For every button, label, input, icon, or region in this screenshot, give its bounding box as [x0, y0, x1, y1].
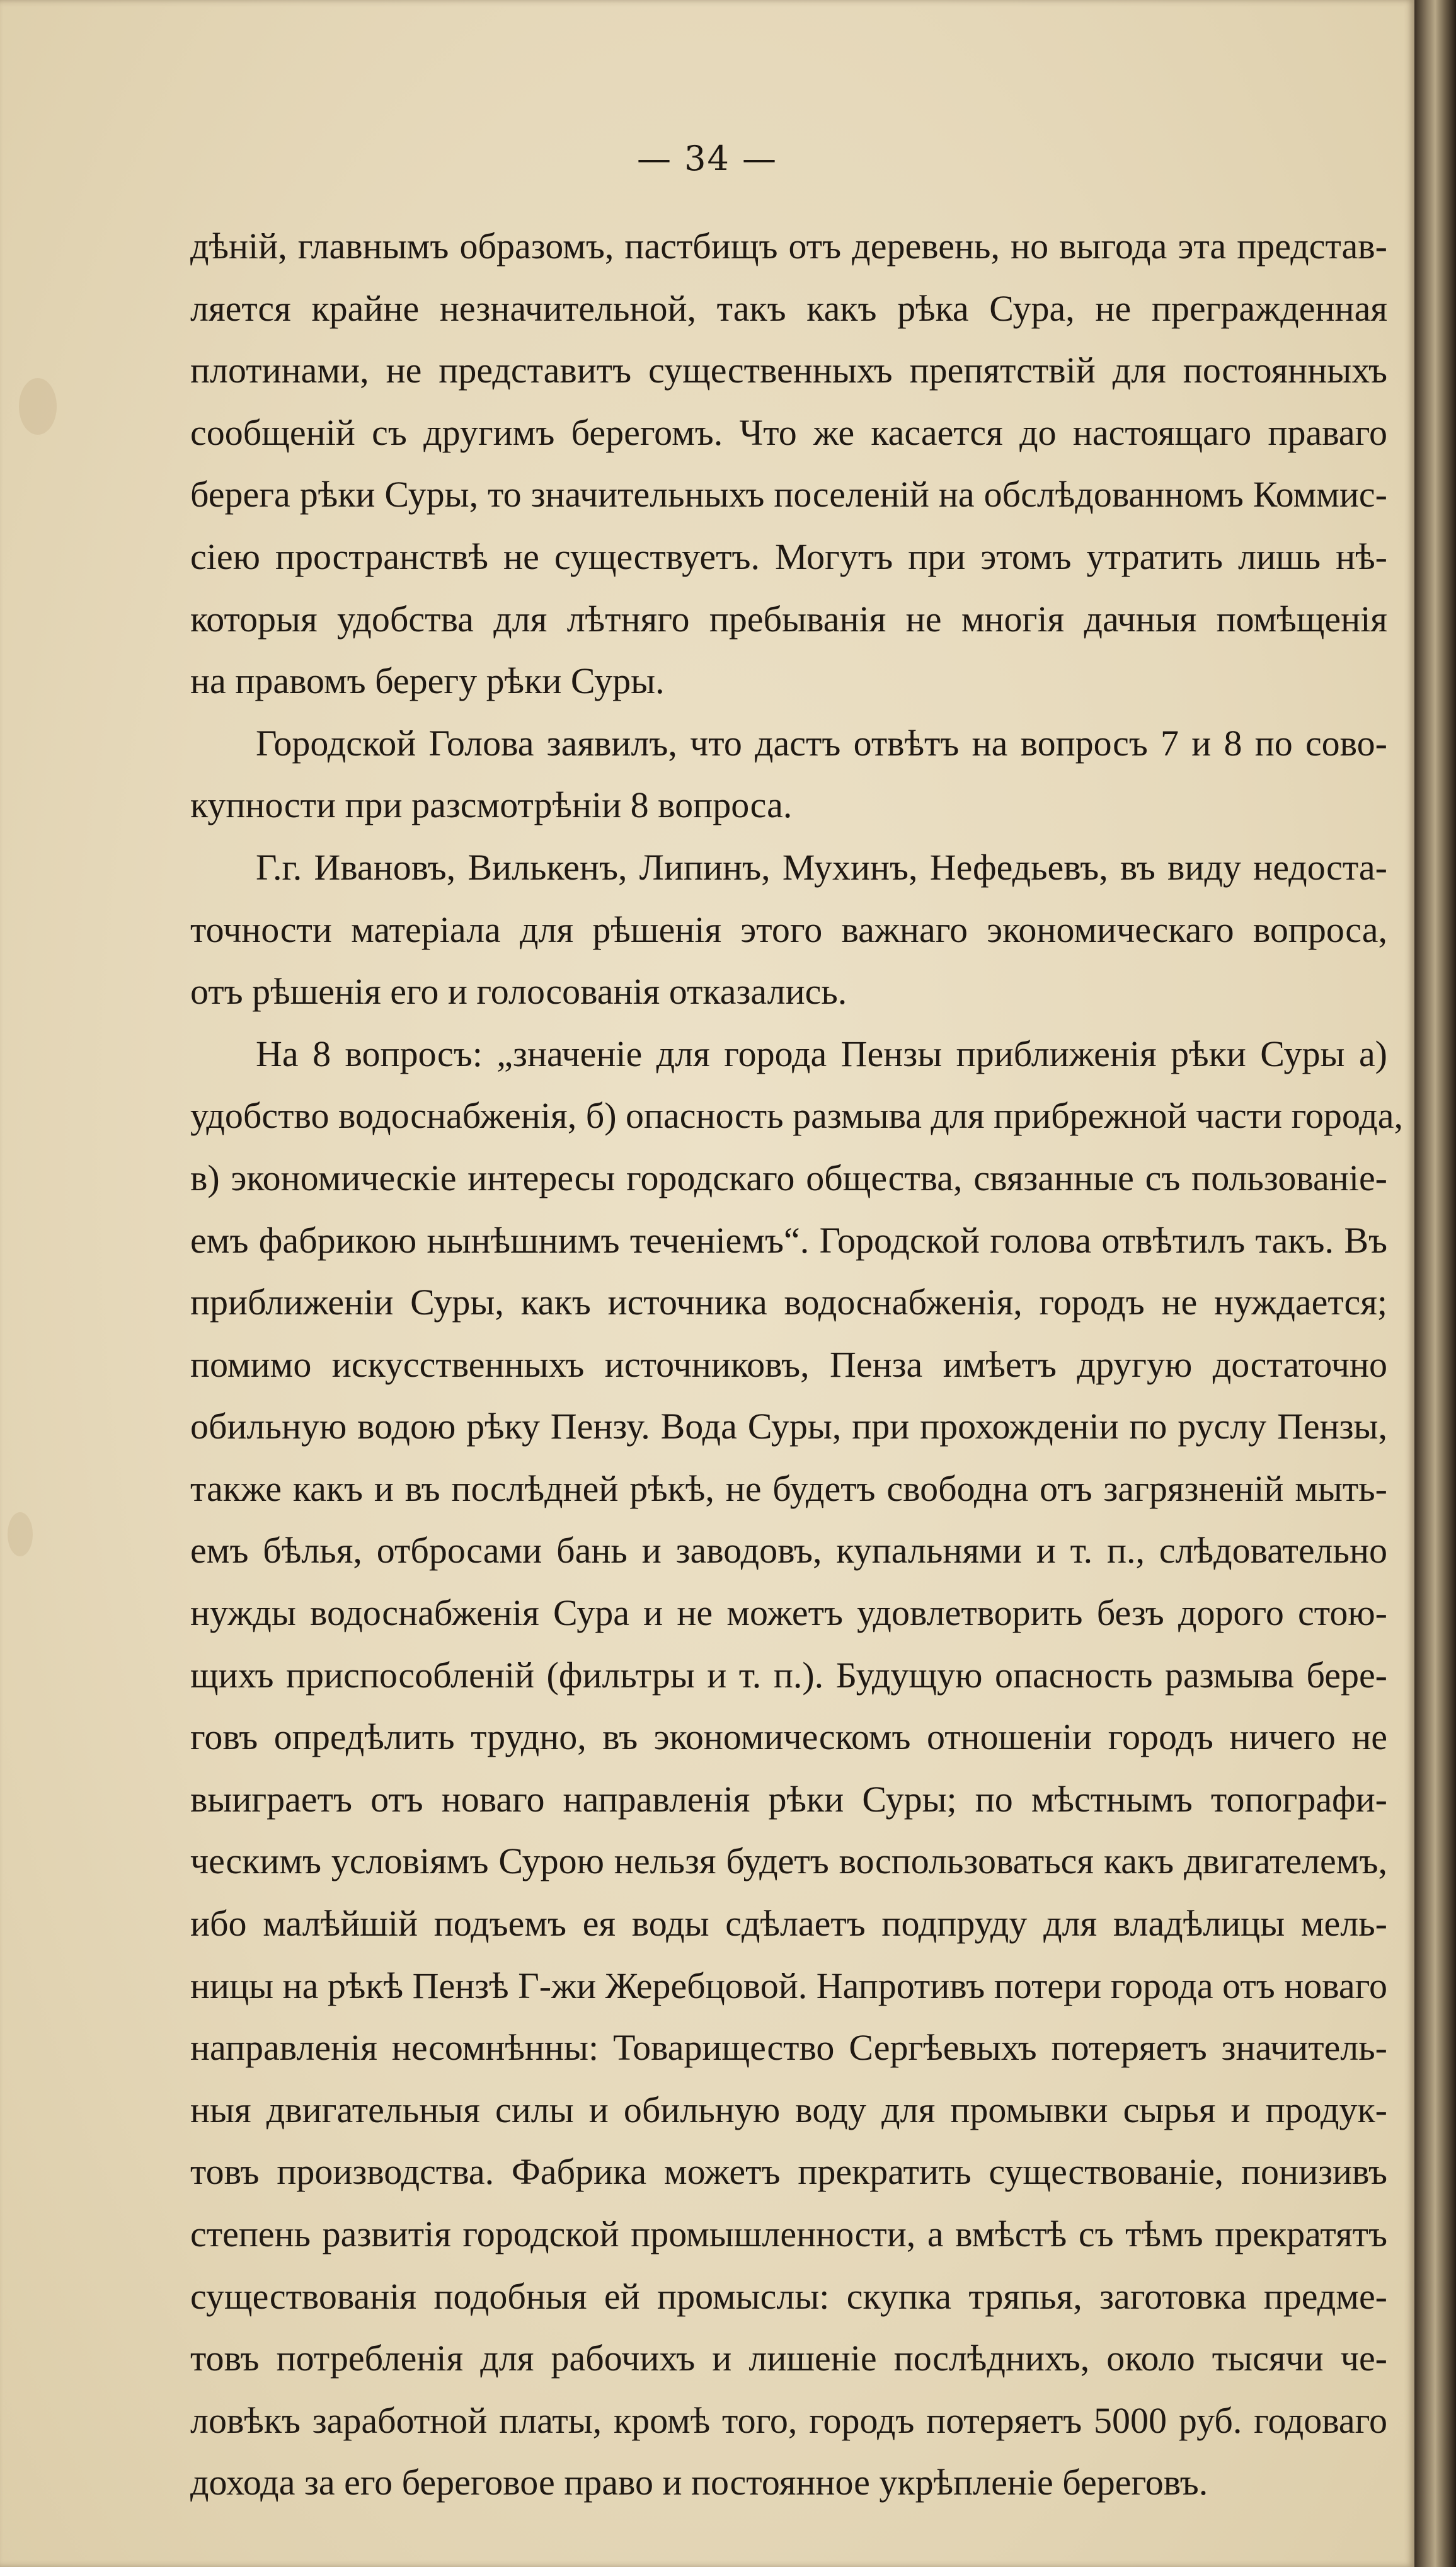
text-line: плотинами, не представитъ существенныхъ препятствій для постоянныхъ — [190, 350, 1387, 391]
text-line: ловѣкъ заработной платы, кромѣ того, городъ потеряетъ 5000 руб. годоваго — [190, 2399, 1387, 2441]
book-spine — [1414, 0, 1456, 2567]
text-line: степень развитія городской промышленности, а вмѣстѣ съ тѣмъ прекратятъ — [190, 2214, 1387, 2254]
text-line: емъ фабрикою нынѣшнимъ теченіемъ“. Городской голова отвѣтилъ такъ. Въ — [190, 1219, 1387, 1261]
text-line: щихъ приспособленій (фильтры и т. п.). Будущую опасность размыва бере- — [190, 1654, 1387, 1696]
paragraph — [190, 1023, 1404, 2514]
text-line: удобство водоснабженія, б) опасность размыва для прибрежной части города, — [190, 1095, 1404, 1137]
body-text — [190, 215, 1404, 2514]
text-line: сообщеній съ другимъ берегомъ. Что же касается до настоящаго праваго — [190, 411, 1387, 453]
text-line: сіею пространствѣ не существуетъ. Могутъ при этомъ утратить лишь нѣ- — [190, 536, 1387, 577]
text-line: ныя двигательныя силы и обильную воду для промывки сырья и продук- — [190, 2089, 1387, 2130]
text-line: точности матеріала для рѣшенія этого важнаго экономическаго вопроса, — [190, 909, 1387, 950]
text-line: Городской Голова заявилъ, что дастъ отвѣтъ на вопросъ 7 и 8 по сово- — [256, 722, 1387, 764]
text-line: товъ потребленія для рабочихъ и лишеніе послѣднихъ, около тысячи че- — [190, 2338, 1387, 2379]
page-number: — 34 — — [636, 139, 778, 178]
text-line: дохода за его береговое право и постоянное укрѣпленіе береговъ. — [190, 2462, 1208, 2503]
paragraph — [190, 713, 1387, 837]
text-line: ческимъ условіямъ Сурою нельзя будетъ воспользоваться какъ двигателемъ, — [190, 1841, 1387, 1882]
text-line: помимо искусственныхъ источниковъ, Пенза имѣетъ другую достаточно — [190, 1343, 1387, 1385]
text-line: ибо малѣйшій подъемъ ея воды сдѣлаетъ подпруду для владѣлицы мель- — [190, 1903, 1387, 1944]
text-line: также какъ и въ послѣдней рѣкѣ, не будетъ свободна отъ загрязненій мыть- — [190, 1467, 1387, 1509]
text-line: говъ опредѣлить трудно, въ экономическомъ отношеніи городъ ничего не — [190, 1716, 1387, 1758]
text-line: емъ бѣлья, отбросами бань и заводовъ, купальнями и т. п., слѣдовательно — [190, 1530, 1387, 1571]
text-line: ницы на рѣкѣ Пензѣ Г-жи Жеребцовой. Напротивъ потери города отъ новаго — [190, 1965, 1387, 2006]
text-line: выиграетъ отъ новаго направленія рѣки Суры; по мѣстнымъ топографи- — [190, 1778, 1387, 1820]
text-line: купности при разсмотрѣніи 8 вопроса. — [190, 784, 793, 826]
text-line: нужды водоснабженія Сура и не можетъ удовлетворить безъ дорого стою- — [190, 1592, 1387, 1634]
paragraph — [190, 837, 1387, 1023]
text-line: которыя удобства для лѣтняго пребыванія не многія дачныя помѣщенія — [190, 598, 1387, 640]
text-line: на правомъ берегу рѣки Суры. — [190, 660, 665, 702]
text-line: отъ рѣшенія его и голосованія отказались. — [190, 971, 847, 1013]
text-line: берега рѣки Суры, то значительныхъ поселеній на обслѣдованномъ Коммис- — [190, 474, 1387, 515]
text-line: в) экономическіе интересы городскаго общества, связанные съ пользованіе- — [190, 1157, 1387, 1198]
text-line: дѣній, главнымъ образомъ, пастбищъ отъ деревень, но выгода эта представ- — [190, 226, 1387, 267]
paragraph — [190, 215, 1387, 713]
text-line: приближеніи Суры, какъ источника водоснабженія, городъ не нуждается; — [190, 1282, 1387, 1323]
text-line: На 8 вопросъ: „значеніе для города Пензы приближенія рѣки Суры а) — [256, 1033, 1387, 1074]
paper-stain — [19, 378, 57, 435]
text-line: товъ производства. Фабрика можетъ прекратить существованіе, понизивъ — [190, 2151, 1387, 2193]
text-line: существованія подобныя ей промыслы: скупка тряпья, заготовка предме- — [190, 2275, 1387, 2317]
text-line: обильную водою рѣку Пензу. Вода Суры, при прохожденіи по руслу Пензы, — [190, 1406, 1387, 1447]
paper-stain — [8, 1512, 33, 1556]
text-line: направленія несомнѣнны: Товарищество Сергѣевыхъ потеряетъ значитель- — [190, 2027, 1387, 2069]
text-line: Г.г. Ивановъ, Вилькенъ, Липинъ, Мухинъ, Нефедьевъ, въ виду недоста- — [256, 846, 1387, 888]
text-line: ляется крайне незначительной, такъ какъ рѣка Сура, не прегражденная — [190, 287, 1387, 329]
